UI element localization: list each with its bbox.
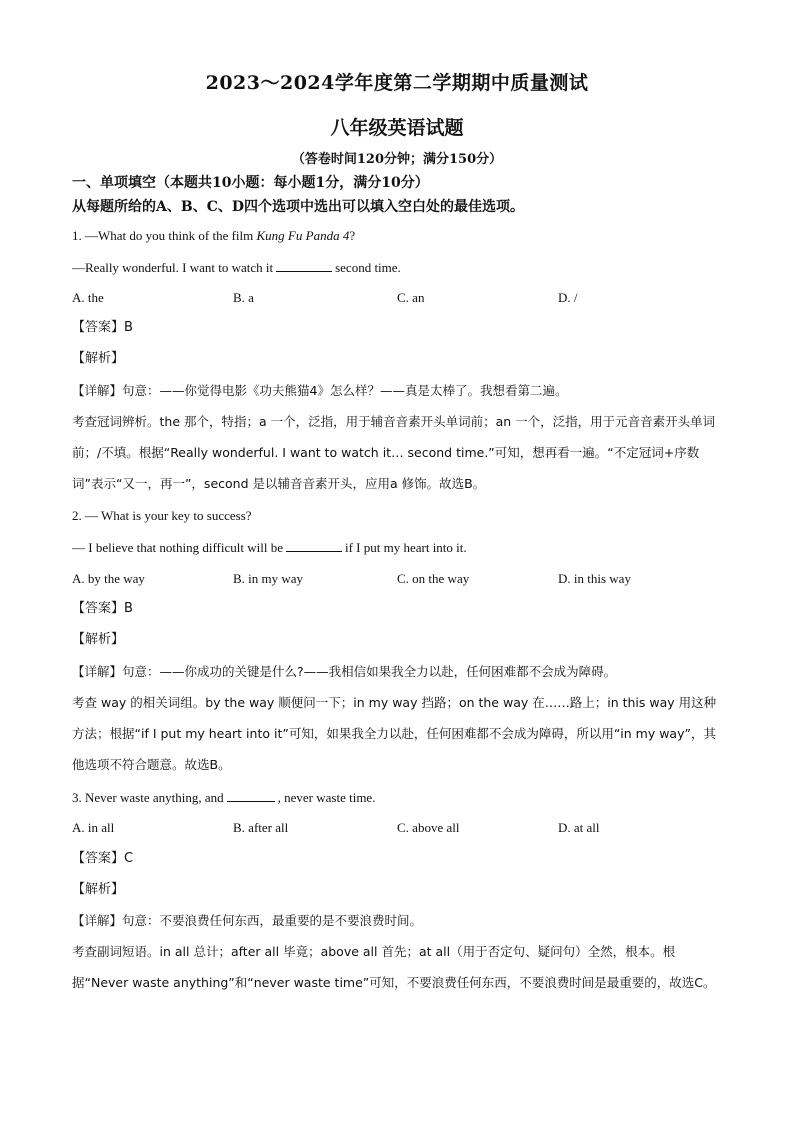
question-2-reply-post: if I put my heart into it. (344, 540, 467, 555)
question-2-explanation: 考查 way 的相关词组。by the way 顺便问一下；in my way 挡路；on the way 在……路上；in this way 用这种方法；根据“if I put my heart into it”可知，如果我全力以赴，任何困难都不会成为障碍，所以用“in my way”，其他选项不符合题意。故选B。 (72, 695, 717, 772)
question-3-text: 3. Never waste anything, and (72, 790, 224, 805)
question-1-reply-post: second time. (335, 260, 401, 275)
section-instruction: 从每题所给的A、B、C、D四个选项中选出可以填入空白处的最佳选项。 (72, 199, 524, 215)
question-1-option-b: B. a (233, 290, 254, 305)
question-1-film-title: Kung Fu Panda 4 (256, 228, 350, 243)
question-1-option-d: D. / (558, 290, 578, 305)
question-3-analysis-label: 【解析】 (72, 882, 125, 897)
question-3-detail: 【详解】句意：不要浪费任何东西，最重要的是不要浪费时间。 (72, 913, 423, 928)
section-heading: 一、单项填空（本题共10小题：每小题1分，满分10分） (72, 175, 429, 191)
answer-blank (286, 539, 342, 552)
question-2-option-c: C. on the way (397, 571, 470, 586)
question-3-option-a: A. in all (72, 820, 115, 835)
question-1-reply-pre: —Really wonderful. I want to watch it (72, 260, 274, 275)
question-1-option-a: A. the (72, 290, 104, 305)
question-2-reply (72, 539, 722, 556)
question-3-answer: 【答案】C (72, 851, 134, 866)
answer-blank (276, 259, 332, 272)
question-2-detail: 【详解】句意：——你成功的关键是什么?——我相信如果我全力以赴，任何困难都不会成为障碍。 (72, 664, 617, 679)
question-2-option-b: B. in my way (233, 571, 304, 586)
question-3-option-b: B. after all (233, 820, 289, 835)
question-3-stem (72, 789, 722, 806)
answer-blank (227, 789, 275, 802)
question-1-text: 1. —What do you think of the film (72, 228, 257, 243)
question-1-detail: 【详解】句意：——你觉得电影《功夫熊猫4》怎么样？——真是太棒了。我想看第二遍。 (72, 383, 568, 398)
question-1-option-c: C. an (397, 290, 425, 305)
question-2-option-a: A. by the way (72, 571, 145, 586)
exam-time-note: （答卷时间120分钟；满分150分） (291, 152, 503, 167)
question-3-option-d: D. at all (558, 820, 600, 835)
question-3-text-post: , never waste time. (277, 790, 376, 805)
question-2-stem: 2. — What is your key to success? (72, 508, 252, 523)
question-3-option-c: C. above all (397, 820, 460, 835)
question-1-stem (72, 228, 722, 244)
question-3-explanation: 考查副词短语。in all 总计；after all 毕竟；above all 首先；at all（用于否定句、疑问句）全然，根本。根据“Never waste anything”和“never waste time”可知，不要浪费任何东西，不要浪费时间是最重要的，故选C。 (72, 944, 716, 990)
question-2-answer: 【答案】B (72, 601, 133, 616)
question-1-answer: 【答案】B (72, 320, 133, 335)
question-1-explanation: 考查冠词辨析。the 那个，特指；a 一个，泛指，用于辅音音素开头单词前；an 一个，泛指，用于元音音素开头单词前；/不填。根据“Really wonderful. I want to watch it… second time.”可知，想再看一遍。“不定冠词+序数词”表示“又一，再一”，second 是以辅音音素开头，应用a 修饰。故选B。 (72, 414, 716, 491)
question-1-suffix: ? (349, 228, 356, 243)
question-1-reply (72, 259, 722, 276)
exam-title: 2023～2024学年度第二学期期中质量测试 (205, 72, 589, 94)
exam-subtitle: 八年级英语试题 (330, 117, 464, 139)
question-2-reply-pre: — I believe that nothing difficult will be (72, 540, 283, 555)
question-2-option-d: D. in this way (558, 571, 631, 586)
question-1-analysis-label: 【解析】 (72, 351, 125, 366)
question-2-analysis-label: 【解析】 (72, 632, 125, 647)
